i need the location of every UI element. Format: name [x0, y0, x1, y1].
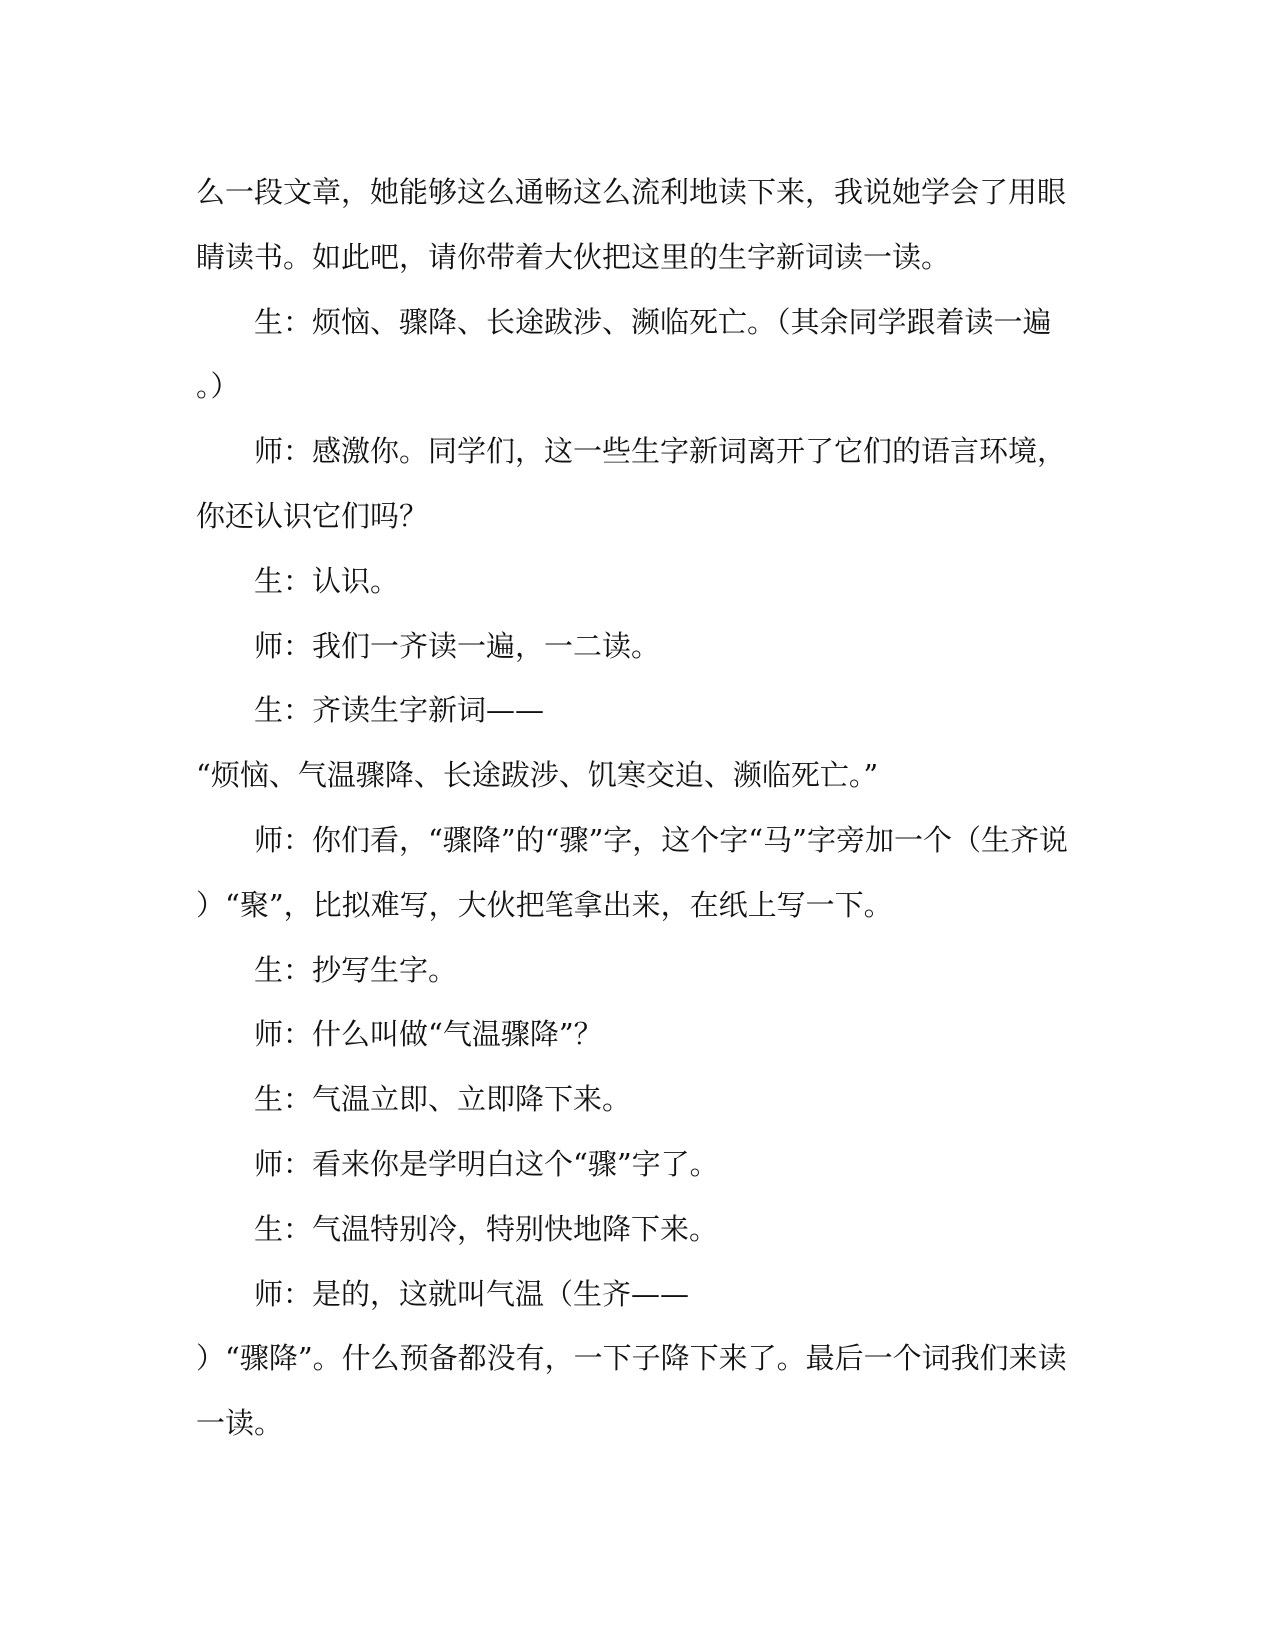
text-line: 生：烦恼、骤降、长途跋涉、濒临死亡。（其余同学跟着读一遍: [254, 304, 1052, 339]
text-line: 一读。: [196, 1406, 284, 1441]
text-line: 生：抄写生字。: [254, 952, 458, 987]
text-line: 么一段文章，她能够这么通畅这么流利地读下来，我说她学会了用眼: [196, 175, 1067, 209]
text-line: 。）: [196, 369, 240, 404]
text-line: “烦恼、气温骤降、长途跋涉、饥寒交迫、濒临死亡。”: [196, 758, 879, 793]
text-line: 师：你们看，“骤降”的“骤”字，这个字“马”字旁加一个（生齐说: [254, 822, 1068, 857]
text-line: 睛读书。如此吧，请你带着大伙把这里的生字新词读一读。: [196, 239, 951, 274]
text-line: 师：我们一齐读一遍，一二读。: [254, 628, 661, 663]
text-line: 师：看来你是学明白这个“骤”字了。: [254, 1146, 719, 1181]
body-text: [196, 160, 1076, 1456]
text-line: 生：认识。: [254, 563, 400, 598]
text-line: 生：气温特别冷，特别快地降下来。: [254, 1211, 719, 1246]
text-line: 师：感激你。同学们，这一些生字新词离开了它们的语言环境，: [254, 434, 1067, 469]
text-line: 师：什么叫做“气温骤降”？: [254, 1017, 603, 1052]
text-line: ）“骤降”。什么预备都没有，一下子降下来了。最后一个词我们来读: [196, 1341, 1067, 1376]
text-line: 生：气温立即、立即降下来。: [254, 1082, 632, 1117]
text-line: ）“聚”，比拟难写，大伙把笔拿出来，在纸上写一下。: [196, 887, 893, 922]
text-line: 生：齐读生字新词——: [254, 693, 545, 728]
text-line: 师：是的，这就叫气温（生齐——: [254, 1276, 690, 1311]
text-line: 你还认识它们吗？: [196, 498, 429, 533]
